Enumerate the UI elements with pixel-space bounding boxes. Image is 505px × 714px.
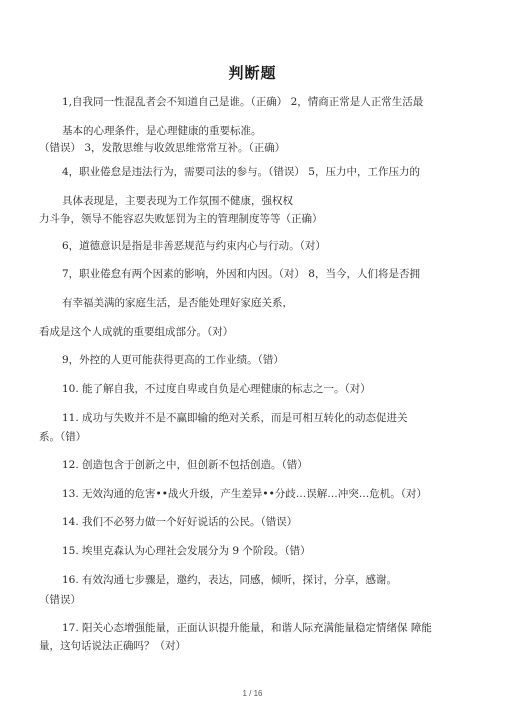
text-line: 4，职业倦怠是违法行为，需要司法的参与。（错误） 5，压力中，工作压力的 — [62, 166, 420, 178]
text-line: 量，这句话说法正确吗？（对） — [39, 640, 186, 652]
text-line: 具体表现是，主要表现为工作氛围不健康，强权权 — [62, 195, 293, 207]
text-line: 系。（错） — [39, 431, 87, 443]
text-line: （错误） — [39, 594, 81, 606]
text-line: 13. 无效沟通的危害••战火升级，产生差异••分歧…误解…冲突…危机。（对） — [62, 488, 428, 500]
text-line: 11. 成功与失败并不是不赢即输的绝对关系，而是可相互转化的动态促进关 — [62, 412, 408, 424]
text-line: 14. 我们不必努力做一个好好说话的公民。（错误） — [62, 516, 298, 528]
text-line: 基本的心理条件，是心理健康的重要标准。 — [62, 125, 262, 137]
page-indicator: 1 / 16 — [242, 689, 263, 698]
text-line: 17. 阳关心态增强能量，正面认识提升能量，和谐人际充满能量稳定情绪保 障能 — [62, 622, 432, 634]
page-title: 判断题 — [228, 64, 277, 82]
text-line: 有幸福美满的家庭生活，是否能处理好家庭关系， — [62, 297, 293, 309]
text-line: 6，道德意识是指是非善恶规范与约束内心与行动。（对） — [62, 240, 326, 252]
text-line: 10. 能了解自我，不过度自卑或自负是心理健康的标志之一。（对） — [62, 383, 371, 395]
text-line: 16. 有效沟通七步骤是，邀约，表达，同感，倾听，探讨，分享，感谢。 — [62, 574, 398, 586]
text-line: 看成是这个人成就的重要组成部分。（对） — [39, 326, 234, 338]
text-line: 12. 创造包含于创新之中，但创新不包括创造。（错） — [62, 459, 308, 471]
text-line: （错误） 3，发散思维与收敛思维常常互补。（正确） — [39, 142, 286, 154]
text-line: 7，职业倦怠有两个因素的影响，外因和内因。（对） 8，当今，人们将是否拥 — [62, 268, 420, 280]
text-line: 15. 埃里克森认为心理社会发展分为 9 个阶段。（错） — [62, 545, 311, 557]
text-line: 力斗争，领导不能容忍失败惩罚为主的管理制度等等（正确） — [39, 213, 323, 225]
text-line: 1,自我同一性混乱者会不知道自己是谁。（正确） 2，情商正常是人正常生活最 — [62, 96, 424, 108]
text-line: 9，外控的人更可能获得更高的工作业绩。（错） — [62, 354, 284, 366]
